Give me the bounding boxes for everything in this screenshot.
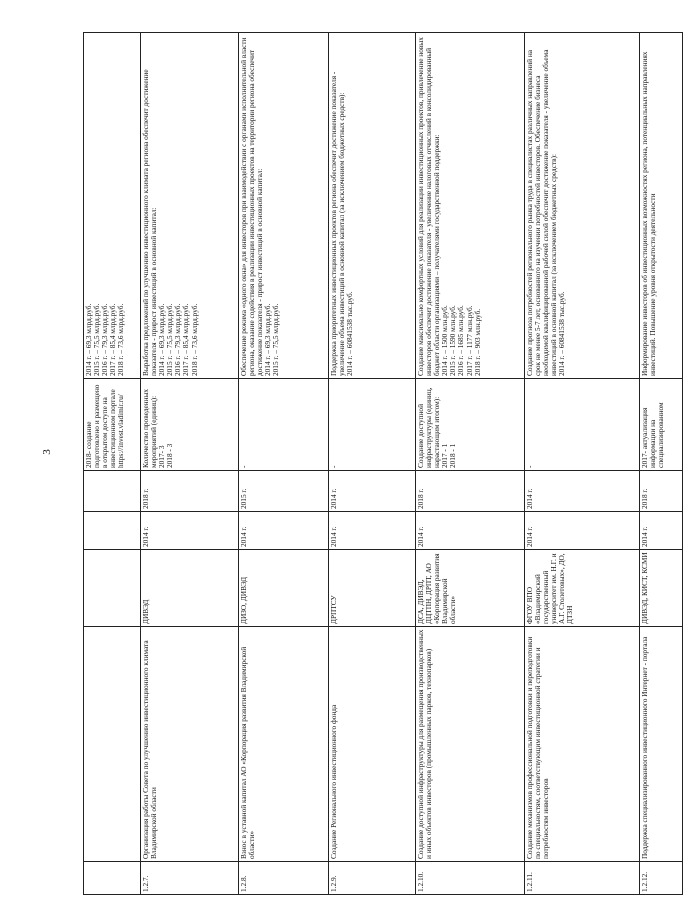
executor: [84, 550, 141, 627]
row-number: 1.2.8.: [239, 862, 329, 895]
expected-result: Обеспечение режима «одного окна» для инвесторов при взаимодействии с органами исполнительной власти региона, оказание содействия в реализации инвестиционных проектов на территории региона обеспечит достижение показателя - прирост инвестиций в основной капитал: 2014 г. – 69,3 млрд.руб. 2015 г. – 75,5 млрд.руб.: [239, 33, 329, 379]
executor: ДРПТСУ: [329, 550, 416, 627]
document-sheet: [55, 0, 666, 905]
table-row: [329, 33, 416, 895]
end-year: 2018 г.: [640, 471, 683, 512]
expected-result: Поддержка приоритетных инвестиционных проектов региона обеспечит достижение показателя - увеличение объема инвестиций в основной капитал (за исключением бюджетных средств): 2014 г. – 60841538 тыс.руб.: [329, 33, 416, 379]
event-name: Создание механизмов профессиональной подготовки и переподготовки по специальностям, соответствующим инвестиционной стратегии и потребностям инвесторов: [525, 627, 640, 862]
row-number: 1.2.12.: [640, 862, 683, 895]
expected-result: Выработка предложений по улучшению инвестиционного климата региона обеспечит достижение показателя - прирост инвестиций в основной капитал: 2014 г. – 69,3 млрд.руб. 2015 г. – 75,5 млрд.руб. 2016 г. – 79,3 млрд.руб. 2017 г. – 85,4 млрд.руб. 2018 г. – 73,6 млрд.руб.: [141, 33, 239, 379]
table-row: [141, 33, 239, 895]
end-year: 2014 г.: [329, 471, 416, 512]
indicator: 2018- создание подготовлено и размещено в открытом доступе на инвестиционном портале https://invest.vladimir.ru/: [84, 379, 141, 471]
row-number: 1.2.10.: [416, 862, 525, 895]
event-name: Создание доступной инфраструктуры для размещения производственных и иных объектов инвесторов (промышленных парков, технопарков): [416, 627, 525, 862]
end-year: [84, 471, 141, 512]
start-year: 2014 г.: [525, 512, 640, 550]
indicator: 2017- актуализация информации на специализированном: [640, 379, 683, 471]
start-year: 2014 г.: [640, 512, 683, 550]
indicator: Создание доступной инфраструктуры (единиц, нарастающим итогом): 2017 - 1 2018 - 1: [416, 379, 525, 471]
measures-table: [83, 32, 683, 895]
row-number: 1.2.11.: [525, 862, 640, 895]
start-year: 2014 г.: [239, 512, 329, 550]
end-year: 2018 г.: [416, 471, 525, 512]
table-row: [239, 33, 329, 895]
indicator: -: [525, 379, 640, 471]
end-year: 2018 г.: [141, 471, 239, 512]
start-year: 2014 г.: [141, 512, 239, 550]
start-year: [84, 512, 141, 550]
executor: ДИЗО, ДИВЭД: [239, 550, 329, 627]
row-number: [84, 862, 141, 895]
table-row: [640, 33, 683, 895]
executor: ДИВЭД: [141, 550, 239, 627]
expected-result: Создание прогноза потребностей регионального рынка труда в специалистах различных направлений на срок не менее 5-7 лет, основанного на изучении потребностей инвесторов. Обеспечение бизнеса необходимой квалифицированной рабочей силой обеспечит достижение показателя - увеличение объема инвестиций в основной капитал (за исключением бюджетных средств): 2014 г. – 60841538 тыс.руб.: [525, 33, 640, 379]
event-name: Создание Регионального инвестиционного фонда: [329, 627, 416, 862]
row-number: 1.2.9.: [329, 862, 416, 895]
indicator: -: [329, 379, 416, 471]
rotated-content: [55, 0, 666, 905]
start-year: 2014 г.: [416, 512, 525, 550]
end-year: 2014 г.: [525, 471, 640, 512]
executor: ДИВЭД, КИСТ, КСМИ: [640, 550, 683, 627]
start-year: 2014 г.: [329, 512, 416, 550]
event-name: Поддержка специализированного инвестиционного Интернет - портала: [640, 627, 683, 862]
table-row: [84, 33, 141, 895]
row-number: 1.2.7.: [141, 862, 239, 895]
expected-result: Создание максимально комфортных условий для реализации инвестиционных проектов, привлечение новых инвесторов обеспечит достижение показателя - увеличение налоговых отчислений в консолидированный бюджет области организациями – получателями государственной поддержки: 2014 г. – 1500 млн.руб. 2015 г. – 1590 млн.руб. 2016 г. – 1685 млн.руб. 2017 г. – 1177 млн.руб. 2018 г. – 903 млн.руб.: [416, 33, 525, 379]
executor: ФГОУ ВПО «Владимирский государственный университет им. Н.Г. и А.Г. Столетовых», ДО, ДТЗН: [525, 550, 640, 627]
executor: ДСА, ДИВЭД, ДЦТПН, ДРПТ, АО «Корпорация развития Владимирской области»: [416, 550, 525, 627]
table-row: [525, 33, 640, 895]
event-name: Взнос в уставной капитал АО «Корпорация развития Владимирской области»: [239, 627, 329, 862]
indicator: Количество проведенных мероприятий (единиц): 2017- 3 2018 - 3: [141, 379, 239, 471]
indicator: -: [239, 379, 329, 471]
page-number: 3: [40, 449, 53, 455]
expected-result: 2014 г. – 69,3 млрд.руб. 2015 г. – 75,5 млрд.руб. 2016 г. – 79,3 млрд.руб. 2017 г. – 85,4 млрд.руб. 2018 г. – 73,6 млрд.руб.: [84, 33, 141, 379]
event-name: Организация работы Совета по улучшению инвестиционного климата Владимирской области: [141, 627, 239, 862]
table-row: [416, 33, 525, 895]
end-year: 2015 г.: [239, 471, 329, 512]
event-name: [84, 627, 141, 862]
expected-result: Информирование инвесторов об инвестиционных возможностях региона, потенциальных направлениях инвестиций. Повышение уровня открытости деятельности: [640, 33, 683, 379]
